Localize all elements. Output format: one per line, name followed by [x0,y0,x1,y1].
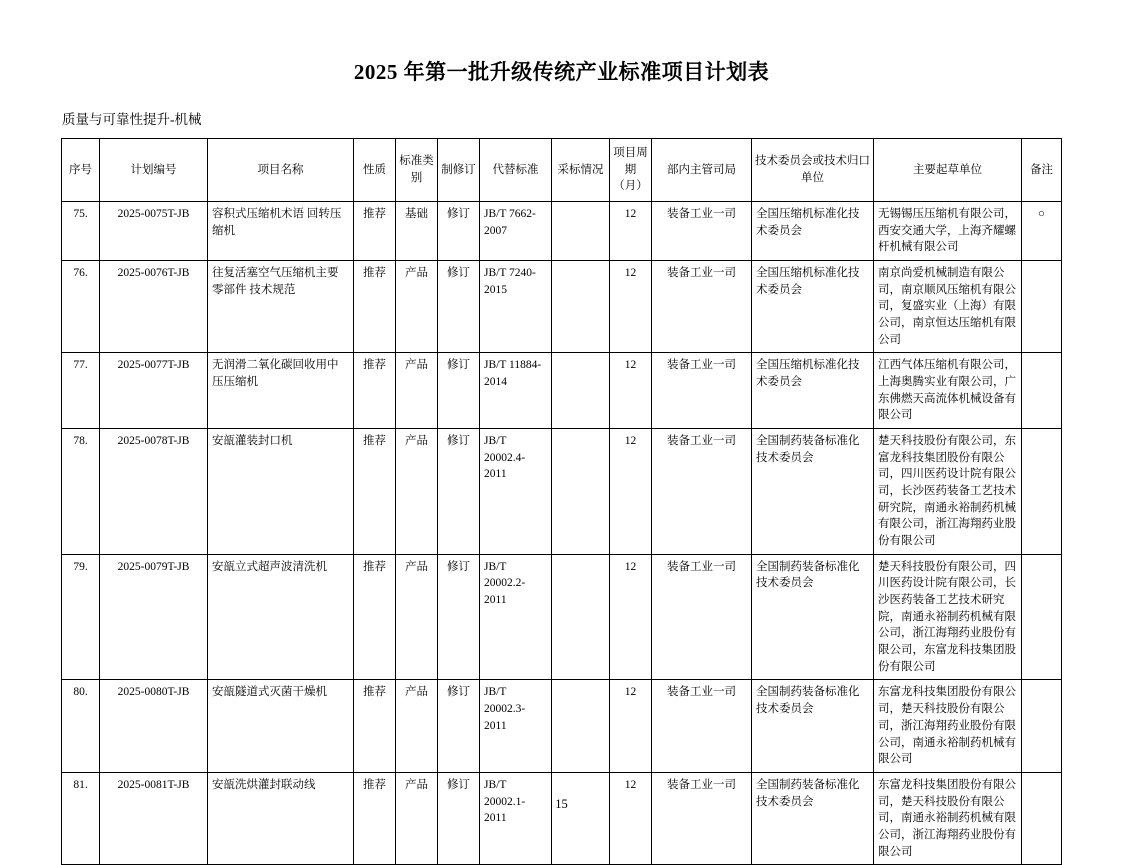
cell-revision: 修订 [438,772,480,864]
cell-cycle: 12 [610,429,652,555]
table-row [62,202,1062,261]
cell-nature: 推荐 [354,429,396,555]
cell-replaced: JB/T 20002.3-2011 [480,680,552,772]
cell-department: 装备工业一司 [652,554,752,680]
cell-index: 76. [62,261,100,353]
section-subtitle: 质量与可靠性提升-机械 [62,112,202,127]
cell-department: 装备工业一司 [652,772,752,864]
cell-plan-no: 2025-0078T-JB [100,429,208,555]
column-header-department: 部内主管司局 [652,139,752,202]
column-header-project-name: 项目名称 [208,139,354,202]
cell-index: 80. [62,680,100,772]
cell-department: 装备工业一司 [652,261,752,353]
cell-nature: 推荐 [354,680,396,772]
cell-project-name: 安瓿灌装封口机 [208,429,354,555]
column-header-cycle: 项目周期（月） [610,139,652,202]
cell-plan-no: 2025-0075T-JB [100,202,208,261]
table-row [62,554,1062,680]
column-header-nature: 性质 [354,139,396,202]
cell-adoption [552,261,610,353]
cell-category: 产品 [396,680,438,772]
cell-cycle: 12 [610,554,652,680]
cell-index: 79. [62,554,100,680]
cell-nature: 推荐 [354,772,396,864]
standards-plan-table [61,138,1062,865]
cell-project-name: 安瓿洗烘灌封联动线 [208,772,354,864]
cell-drafters: 无锡锡压压缩机有限公司，西安交通大学，上海齐耀螺杆机械有限公司 [874,202,1022,261]
cell-cycle: 12 [610,353,652,429]
cell-category: 产品 [396,554,438,680]
cell-category: 产品 [396,353,438,429]
page-number: 15 [555,797,568,811]
cell-nature: 推荐 [354,353,396,429]
cell-drafters: 楚天科技股份有限公司，东富龙科技集团股份有限公司，四川医药设计院有限公司，长沙医药装备工艺技术研究院，南通永裕制药机械有限公司，浙江海翔药业股份有限公司 [874,429,1022,555]
cell-project-name: 无润滑二氧化碳回收用中压压缩机 [208,353,354,429]
cell-category: 产品 [396,261,438,353]
cell-remark [1022,353,1062,429]
table-row [62,680,1062,772]
cell-index: 81. [62,772,100,864]
cell-committee: 全国制药装备标准化技术委员会 [752,554,874,680]
cell-drafters: 楚天科技股份有限公司，四川医药设计院有限公司，长沙医药装备工艺技术研究院，南通永裕制药机械有限公司，浙江海翔药业股份有限公司，东富龙科技集团股份有限公司 [874,554,1022,680]
cell-category: 基础 [396,202,438,261]
cell-replaced: JB/T 20002.2-2011 [480,554,552,680]
cell-revision: 修订 [438,680,480,772]
cell-replaced: JB/T 7240-2015 [480,261,552,353]
cell-nature: 推荐 [354,261,396,353]
cell-committee: 全国制药装备标准化技术委员会 [752,772,874,864]
cell-remark [1022,554,1062,680]
cell-cycle: 12 [610,202,652,261]
cell-remark: ○ [1022,202,1062,261]
cell-project-name: 容积式压缩机术语 回转压缩机 [208,202,354,261]
cell-plan-no: 2025-0080T-JB [100,680,208,772]
table-row [62,353,1062,429]
column-header-replaced: 代替标准 [480,139,552,202]
cell-replaced: JB/T 20002.4-2011 [480,429,552,555]
cell-project-name: 安瓿隧道式灭菌干燥机 [208,680,354,772]
cell-department: 装备工业一司 [652,429,752,555]
cell-drafters: 东富龙科技集团股份有限公司，楚天科技股份有限公司，南通永裕制药机械有限公司，浙江海翔药业股份有限公司 [874,772,1022,864]
cell-remark [1022,261,1062,353]
cell-index: 78. [62,429,100,555]
cell-department: 装备工业一司 [652,680,752,772]
cell-committee: 全国压缩机标准化技术委员会 [752,202,874,261]
cell-adoption [552,429,610,555]
cell-revision: 修订 [438,202,480,261]
column-header-index: 序号 [62,139,100,202]
column-header-revision: 制修订 [438,139,480,202]
cell-nature: 推荐 [354,202,396,261]
cell-cycle: 12 [610,261,652,353]
cell-adoption [552,680,610,772]
cell-adoption [552,554,610,680]
cell-drafters: 东富龙科技集团股份有限公司，楚天科技股份有限公司，浙江海翔药业股份有限公司，南通永裕制药机械有限公司 [874,680,1022,772]
cell-department: 装备工业一司 [652,202,752,261]
cell-replaced: JB/T 7662-2007 [480,202,552,261]
cell-adoption [552,353,610,429]
cell-category: 产品 [396,772,438,864]
cell-cycle: 12 [610,772,652,864]
table-row [62,772,1062,864]
cell-plan-no: 2025-0081T-JB [100,772,208,864]
table-header-row [62,139,1062,202]
cell-category: 产品 [396,429,438,555]
cell-plan-no: 2025-0076T-JB [100,261,208,353]
cell-committee: 全国压缩机标准化技术委员会 [752,261,874,353]
cell-revision: 修订 [438,261,480,353]
column-header-category: 标准类别 [396,139,438,202]
cell-committee: 全国制药装备标准化技术委员会 [752,429,874,555]
cell-drafters: 南京尚爱机械制造有限公司，南京顺风压缩机有限公司，复盛实业（上海）有限公司，南京恒达压缩机有限公司 [874,261,1022,353]
cell-plan-no: 2025-0079T-JB [100,554,208,680]
cell-drafters: 江西气体压缩机有限公司，上海奥腾实业有限公司，广东佛燃天高流体机械设备有限公司 [874,353,1022,429]
cell-remark [1022,772,1062,864]
cell-nature: 推荐 [354,554,396,680]
cell-replaced: JB/T 20002.1-2011 [480,772,552,864]
cell-revision: 修订 [438,353,480,429]
cell-index: 77. [62,353,100,429]
column-header-plan-no: 计划编号 [100,139,208,202]
cell-adoption [552,772,610,864]
page-title: 2025 年第一批升级传统产业标准项目计划表 [353,60,770,84]
cell-replaced: JB/T 11884-2014 [480,353,552,429]
cell-cycle: 12 [610,680,652,772]
table-row [62,261,1062,353]
cell-project-name: 往复活塞空气压缩机主要零部件 技术规范 [208,261,354,353]
cell-remark [1022,680,1062,772]
cell-adoption [552,202,610,261]
cell-plan-no: 2025-0077T-JB [100,353,208,429]
cell-revision: 修订 [438,429,480,555]
column-header-adoption: 采标情况 [552,139,610,202]
cell-committee: 全国压缩机标准化技术委员会 [752,353,874,429]
table-row [62,429,1062,555]
document-page [0,56,1123,858]
column-header-drafters: 主要起草单位 [874,139,1022,202]
cell-revision: 修订 [438,554,480,680]
column-header-remark: 备注 [1022,139,1062,202]
column-header-committee: 技术委员会或技术归口单位 [752,139,874,202]
cell-remark [1022,429,1062,555]
cell-committee: 全国制药装备标准化技术委员会 [752,680,874,772]
cell-project-name: 安瓿立式超声波清洗机 [208,554,354,680]
cell-department: 装备工业一司 [652,353,752,429]
cell-index: 75. [62,202,100,261]
